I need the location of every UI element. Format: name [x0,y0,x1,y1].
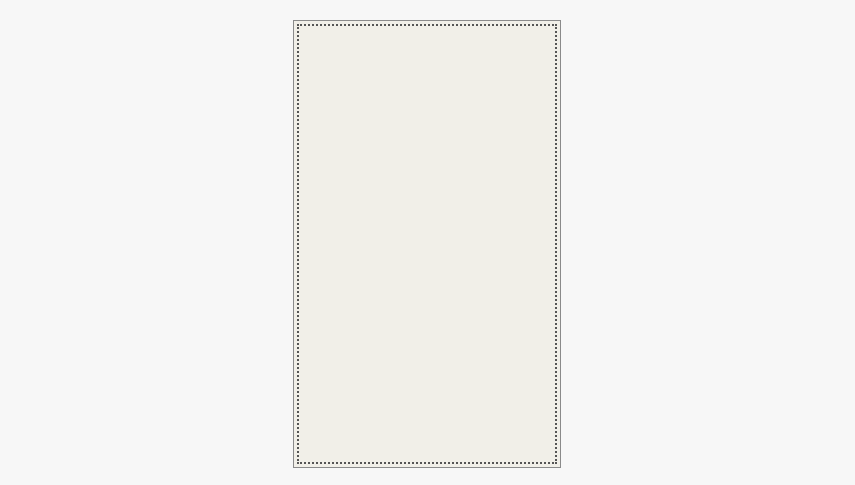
newspaper-clipping [293,20,561,468]
